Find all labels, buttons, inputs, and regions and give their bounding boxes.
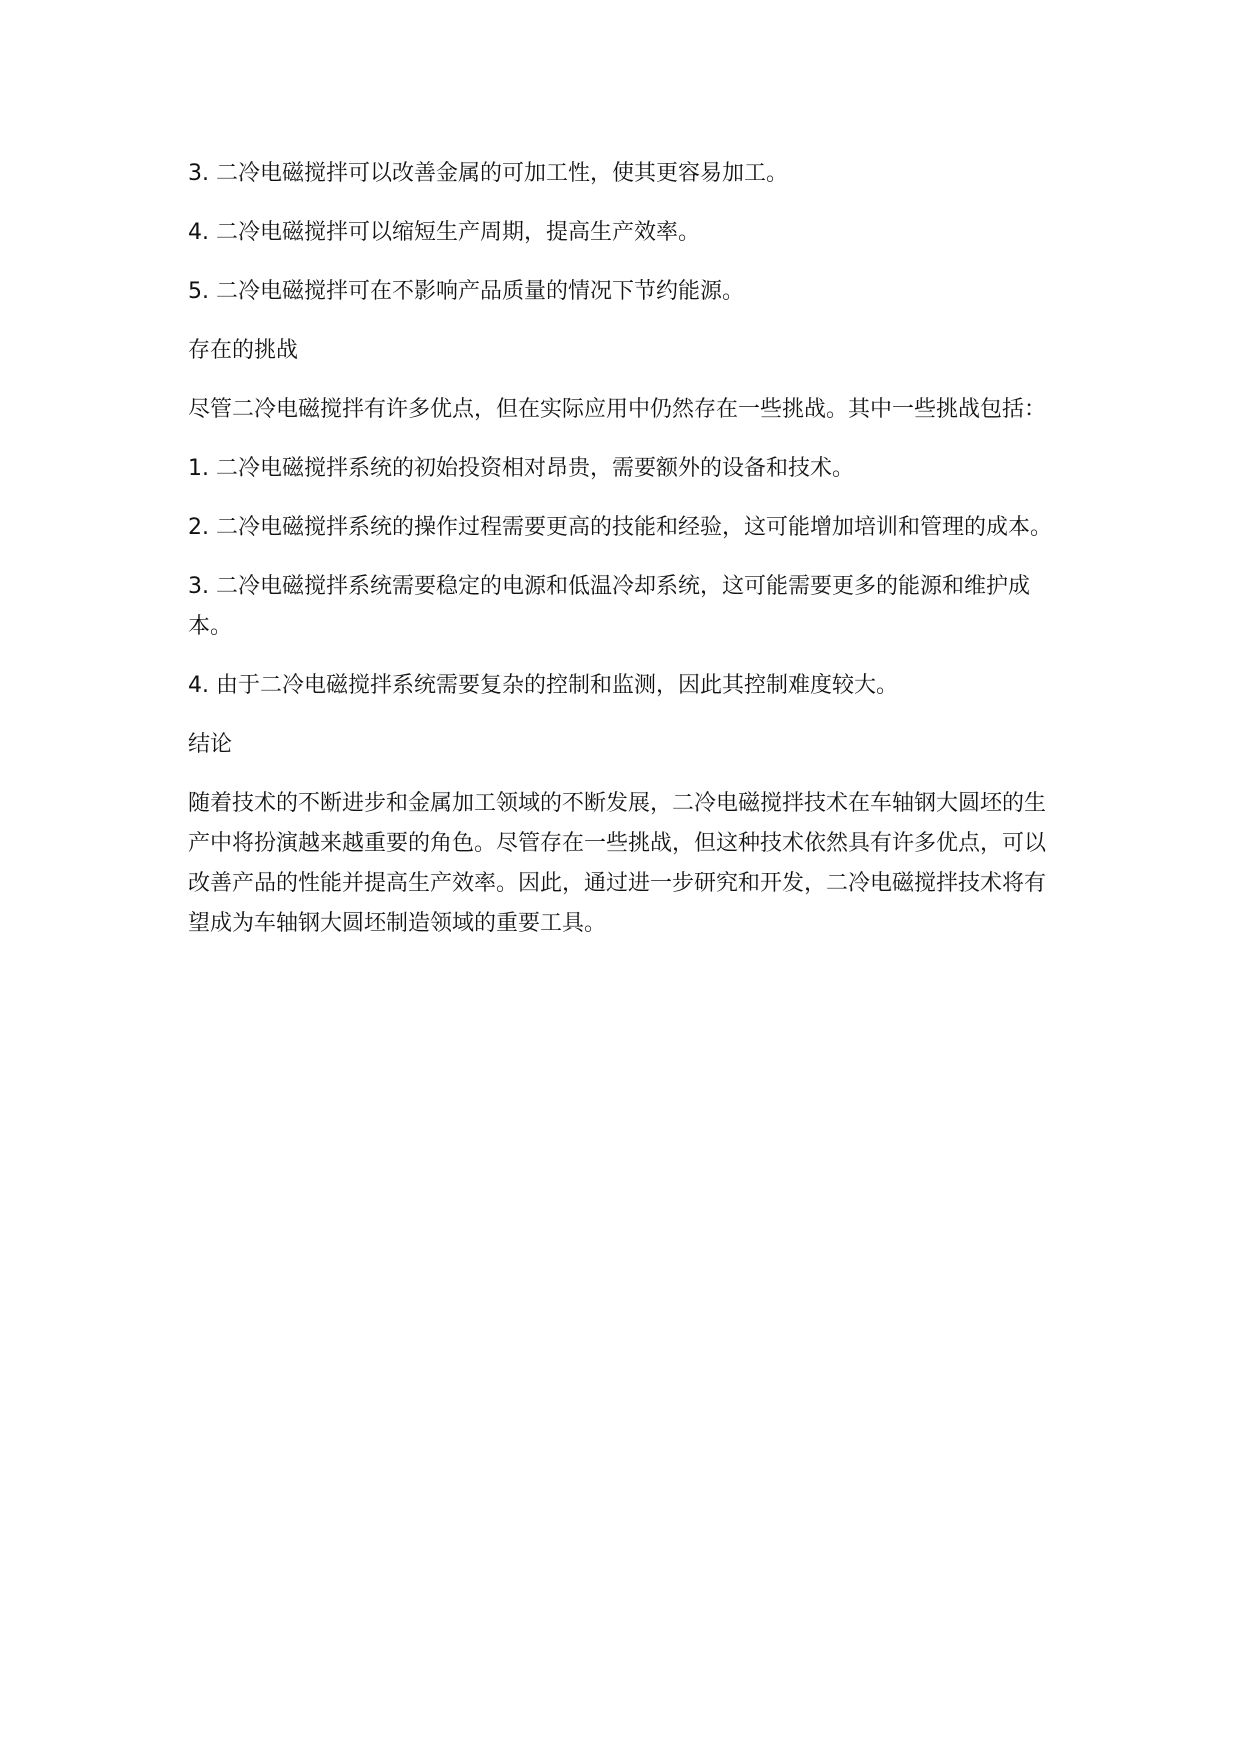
- list-item-challenge-1: 1. 二冷电磁搅拌系统的初始投资相对昂贵，需要额外的设备和技术。: [188, 456, 854, 481]
- section-heading-challenges: 存在的挑战: [188, 338, 299, 363]
- list-item-challenge-2: 2. 二冷电磁搅拌系统的操作过程需要更高的技能和经验，这可能增加培训和管理的成本。: [188, 515, 1052, 540]
- list-item-advantage-4: 4. 二冷电磁搅拌可以缩短生产周期，提高生产效率。: [188, 220, 700, 245]
- conclusion-paragraph: 随着技术的不断进步和金属加工领域的不断发展，二冷电磁搅拌技术在车轴钢大圆坯的生产中将扮演越来越重要的角色。尽管存在一些挑战，但这种技术依然具有许多优点，可以改善产品的性能并提高生产效率。因此，通过进一步研究和开发，二冷电磁搅拌技术将有望成为车轴钢大圆坯制造领域的重要工具。: [188, 791, 1047, 936]
- list-item-challenge-4: 4. 由于二冷电磁搅拌系统需要复杂的控制和监测，因此其控制难度较大。: [188, 673, 898, 698]
- section-heading-conclusion: 结论: [188, 732, 233, 757]
- list-item-advantage-3: 3. 二冷电磁搅拌可以改善金属的可加工性，使其更容易加工。: [188, 161, 788, 186]
- challenges-intro-paragraph: 尽管二冷电磁搅拌有许多优点，但在实际应用中仍然存在一些挑战。其中一些挑战包括：: [188, 397, 1047, 422]
- document-body: [188, 154, 1056, 963]
- list-item-advantage-5: 5. 二冷电磁搅拌可在不影响产品质量的情况下节约能源。: [188, 279, 744, 304]
- list-item-challenge-3: 3. 二冷电磁搅拌系统需要稳定的电源和低温冷却系统，这可能需要更多的能源和维护成本。: [188, 574, 1030, 639]
